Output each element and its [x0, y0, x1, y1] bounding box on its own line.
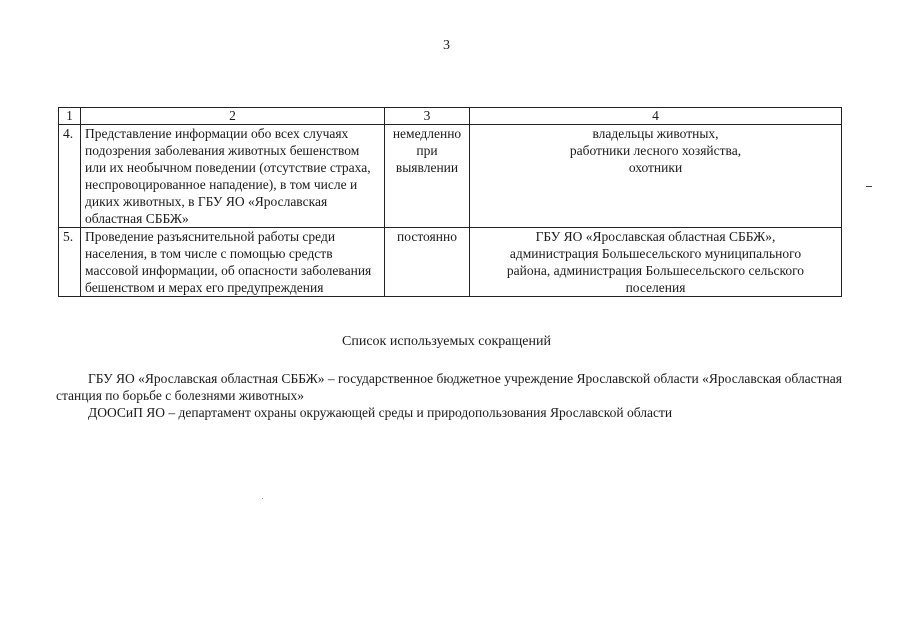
- table-row: [59, 125, 842, 228]
- scan-speck: [262, 498, 263, 499]
- margin-mark: [866, 186, 872, 187]
- row-term-line: при: [416, 143, 438, 158]
- row-term-line: постоянно: [397, 229, 457, 244]
- row-term-line: выявлении: [395, 160, 459, 175]
- table-header-row: [59, 108, 842, 125]
- column-header-4: 4: [470, 108, 842, 125]
- row-responsible: [470, 228, 842, 297]
- row-number: 5.: [59, 228, 81, 297]
- abbreviation-item: ДООСиП ЯО – департамент охраны окружающей среды и природопользования Ярославской области: [88, 405, 673, 420]
- row-responsible-line: поселения: [625, 280, 686, 295]
- page-number: 3: [443, 38, 450, 53]
- measures-table: [58, 107, 842, 297]
- column-header-2: 2: [81, 108, 385, 125]
- row-responsible-line: работники лесного хозяйства,: [569, 143, 742, 158]
- row-responsible-line: владельцы животных,: [592, 126, 719, 141]
- row-responsible-line: ГБУ ЯО «Ярославская областная СББЖ»,: [535, 229, 776, 244]
- abbreviation-item: ГБУ ЯО «Ярославская областная СББЖ» – государственное бюджетное учреждение Ярославской области «Ярославская областная станция по борьбе с болезнями животных»: [56, 371, 842, 403]
- abbreviations-title: Список используемых сокращений: [342, 334, 551, 349]
- row-responsible: [470, 125, 842, 228]
- row-responsible-line: администрация Большесельского муниципального: [509, 246, 802, 261]
- row-action: Представление информации обо всех случаях подозрения заболевания животных бешенством или их необычном поведении (отсутствие страха, неспровоцированное нападение), в том числе и диких животных, в ГБУ ЯО «Ярославская областная СББЖ»: [81, 125, 385, 228]
- row-term: [385, 228, 470, 297]
- column-header-3: 3: [385, 108, 470, 125]
- column-header-1: 1: [59, 108, 81, 125]
- row-responsible-line: охотники: [628, 160, 683, 175]
- row-number: 4.: [59, 125, 81, 228]
- row-responsible-line: района, администрация Большесельского сельского: [506, 263, 805, 278]
- table-row: [59, 228, 842, 297]
- row-term-line: немедленно: [392, 126, 462, 141]
- row-action: Проведение разъяснительной работы среди населения, в том числе с помощью средств массовой информации, об опасности заболевания бешенством и мерах его предупреждения: [81, 228, 385, 297]
- row-term: [385, 125, 470, 228]
